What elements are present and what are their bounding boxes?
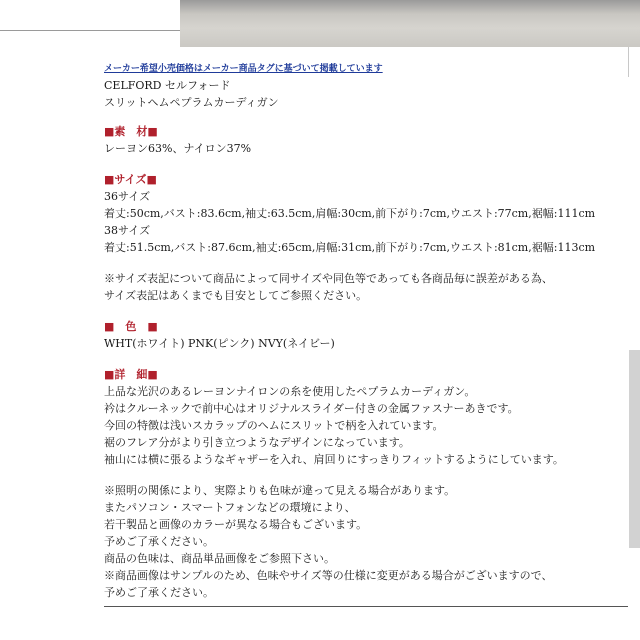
material-heading: ■素 材■ (104, 125, 158, 138)
details-line: 今回の特徴は浅いスカラップのヘムにスリットで柄を入れています。 (104, 419, 444, 432)
right-border (628, 47, 629, 77)
product-description (104, 63, 624, 601)
details-line: 衿はクルーネックで前中心はオリジナルスライダー付きの金属ファスナーあきです。 (104, 402, 519, 415)
brand-name: CELFORD セルフォード (104, 79, 231, 92)
size-note-line-2: サイズ表記はあくまでも目安としてご参照ください。 (104, 289, 368, 302)
disclaimer-line: 予めご了承ください。 (104, 586, 214, 599)
details-line: 袖山には横に張るようなギャザーを入れ、肩回りにすっきりフィットするようにしています。 (104, 453, 564, 466)
size-measurements-36: 着丈:50cm,バスト:83.6cm,袖丈:63.5cm,肩幅:30cm,前下がり:7cm,ウエスト:77cm,裾幅:111cm (104, 207, 596, 220)
price-notice-link[interactable]: メーカー希望小売価格はメーカー商品タグに基づいて掲載しています (104, 64, 383, 74)
size-label-38: 38サイズ (104, 224, 151, 237)
size-label-36: 36サイズ (104, 190, 151, 203)
color-value: WHT(ホワイト) PNK(ピンク) NVY(ネイビー) (104, 337, 335, 350)
details-line: 上品な光沢のあるレーヨンナイロンの糸を使用したペプラムカーディガン。 (104, 385, 476, 398)
disclaimer-line: 若干製品と画像のカラーが異なる場合もございます。 (104, 518, 368, 531)
disclaimer-line: 予めご了承ください。 (104, 535, 214, 548)
details-heading: ■詳 細■ (104, 368, 158, 381)
size-measurements-38: 着丈:51.5cm,バスト:87.6cm,袖丈:65cm,肩幅:31cm,前下がり:7cm,ウエスト:81cm,裾幅:113cm (104, 241, 596, 254)
product-photo-strip (180, 0, 640, 47)
product-name: スリットヘムペプラムカーディガン (104, 96, 279, 109)
size-note-line-1: ※サイズ表記について商品によって同サイズや同色等であっても各商品毎に誤差がある為、 (104, 272, 553, 285)
disclaimer-line: 商品の色味は、商品単品画像をご参照下さい。 (104, 552, 335, 565)
details-line: 裾のフレア分がより引き立つようなデザインになっています。 (104, 436, 410, 449)
material-value: レーヨン63%、ナイロン37% (104, 142, 252, 155)
size-heading: ■サイズ■ (104, 173, 157, 186)
color-heading: ■ 色 ■ (104, 320, 158, 333)
disclaimer-line: ※照明の関係により、実際よりも色味が違って見える場合があります。 (104, 484, 456, 497)
disclaimer-line: またパソコン・スマートフォンなどの環境により、 (104, 501, 356, 514)
disclaimer-line: ※商品画像はサンプルのため、色味やサイズ等の仕様に変更がある場合がございますので、 (104, 569, 553, 582)
bottom-divider (104, 606, 628, 607)
top-divider (0, 30, 180, 31)
scrollbar-thumb[interactable] (629, 350, 640, 548)
